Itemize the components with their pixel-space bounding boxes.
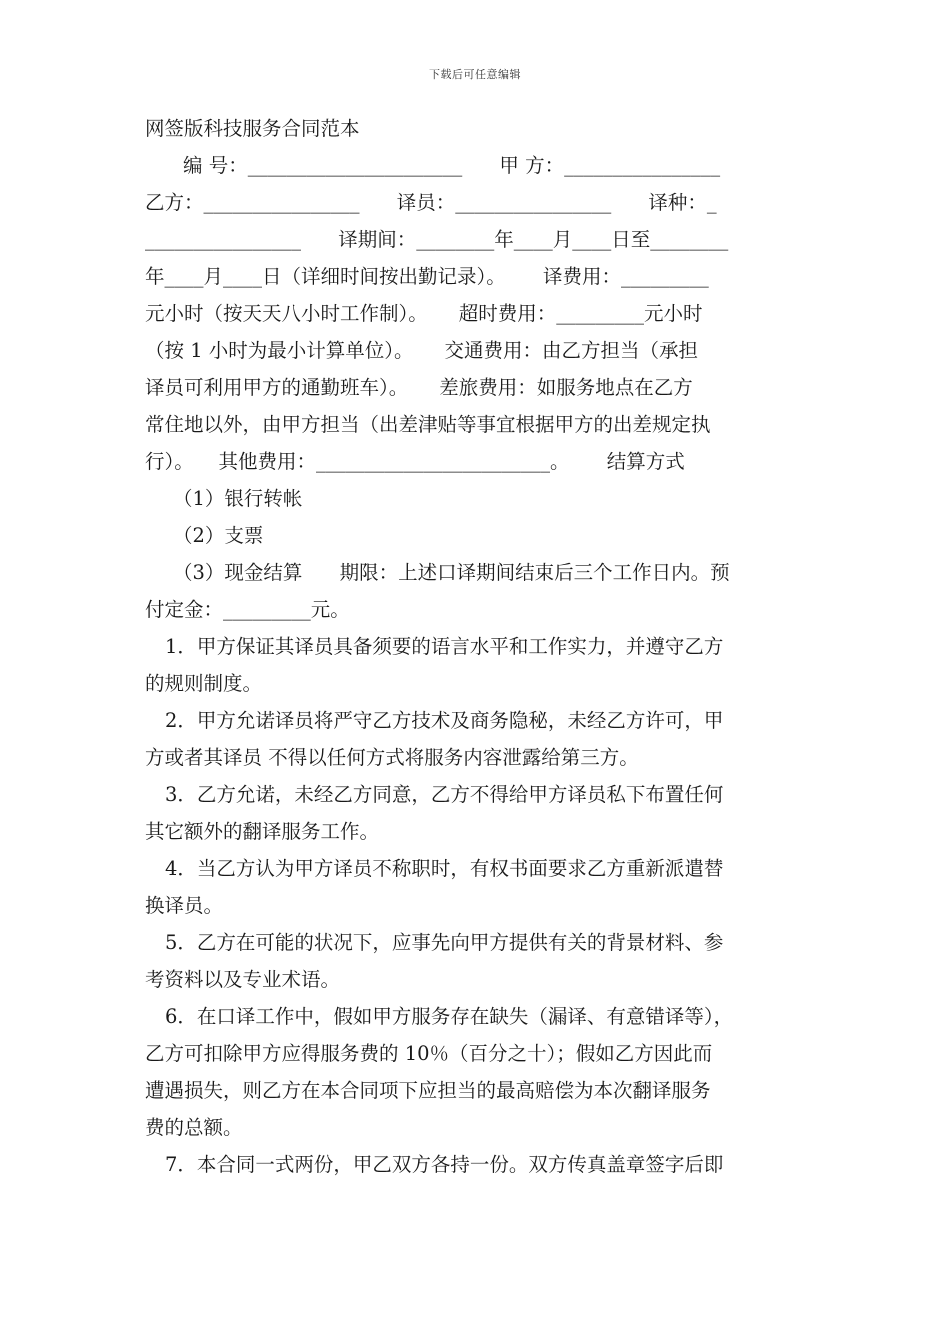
text-line: ________________ 译期间：________年____月____日至________ (145, 228, 729, 251)
text-line: 方或者其译员 不得以任何方式将服务内容泄露给第三方。 (145, 746, 639, 769)
text-line: 2．甲方允诺译员将严守乙方技术及商务隐秘，未经乙方许可，甲 (165, 709, 724, 732)
text-line: 3．乙方允诺，未经乙方同意，乙方不得给甲方译员私下布置任何 (165, 783, 724, 806)
text-line: 常住地以外，由甲方担当（出差津贴等事宜根据甲方的出差规定执 (145, 413, 711, 436)
text-line: 付定金：_________元。 (145, 598, 350, 621)
text-line: 其它额外的翻译服务工作。 (145, 820, 380, 843)
text-line: 编 号：______________________ 甲 方：________________ (183, 154, 721, 177)
text-line: 6．在口译工作中，假如甲方服务存在缺失（漏译、有意错译等）， (165, 1005, 734, 1028)
text-line: 的规则制度。 (145, 672, 263, 695)
text-line: （1）银行转帐 (173, 487, 303, 510)
text-line: 费的总额。 (145, 1116, 243, 1139)
text-line: 乙方可扣除甲方应得服务费的 10％（百分之十）；假如乙方因此而 (145, 1042, 713, 1065)
text-line: 遭遇损失，则乙方在本合同项下应担当的最高赔偿为本次翻译服务 (145, 1079, 711, 1102)
text-line: （2）支票 (173, 524, 264, 547)
text-line: 元小时（按天天八小时工作制）。 超时费用：_________元小时 (145, 302, 703, 325)
text-line: 1．甲方保证其译员具备须要的语言水平和工作实力，并遵守乙方 (165, 635, 724, 658)
text-line: 考资料以及专业术语。 (145, 968, 341, 991)
text-line: 4．当乙方认为甲方译员不称职时，有权书面要求乙方重新派遣替 (165, 857, 724, 880)
text-line: 7．本合同一式两份，甲乙双方各持一份。双方传真盖章签字后即 (165, 1153, 724, 1176)
text-line: （按 1 小时为最小计算单位）。 交通费用：由乙方担当（承担 (145, 339, 699, 362)
text-line: （3）现金结算 期限：上述口译期间结束后三个工作日内。预 (173, 561, 730, 584)
document-title: 网签版科技服务合同范本 (145, 117, 360, 140)
text-line: 行）。 其他费用：________________________。 结算方式 (145, 450, 685, 473)
text-line: 5．乙方在可能的状况下，应事先向甲方提供有关的背景材料、参 (165, 931, 724, 954)
text-line: 译员可利用甲方的通勤班车）。 差旅费用：如服务地点在乙方 (145, 376, 693, 399)
text-line: 年____月____日（详细时间按出勤记录）。 译费用：_________ (145, 265, 709, 288)
text-line: 乙方：________________ 译员：________________ 译种：_ (145, 191, 717, 214)
header-note: 下载后可任意编辑 (429, 68, 521, 81)
text-line: 换译员。 (145, 894, 224, 917)
